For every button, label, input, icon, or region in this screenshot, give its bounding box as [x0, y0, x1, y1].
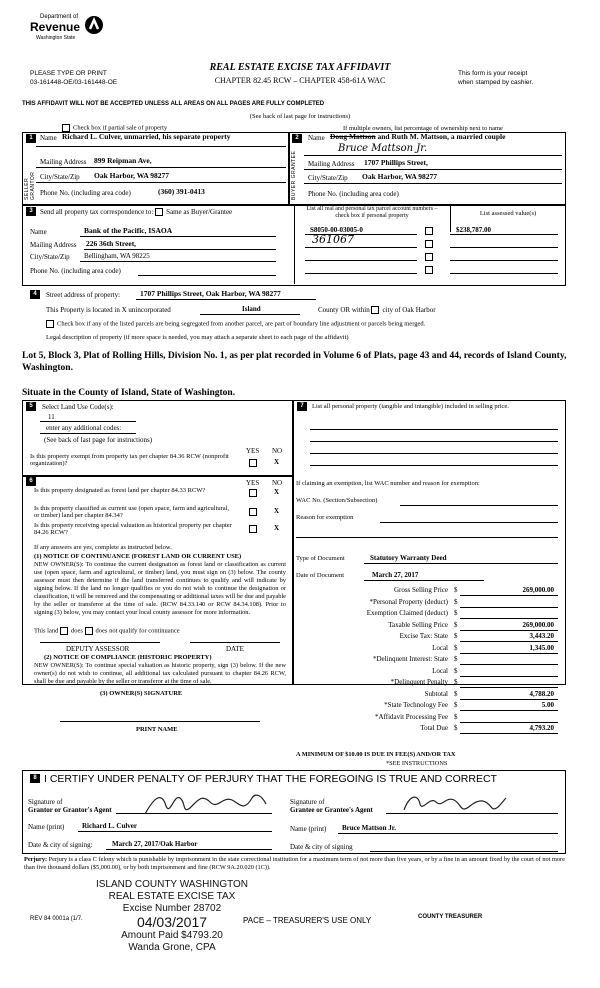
minimum-note: A MINIMUM OF $10.00 IS DUE IN FEE(S) AND/OR TAX — [296, 751, 456, 758]
reason-label: Reason for exemption — [296, 514, 354, 521]
stamp-line6: Wanda Grone, CPA — [128, 942, 216, 953]
correspondence-intro-row — [40, 208, 232, 216]
buyer-city: Oak Harbor, WA 98277 — [362, 172, 438, 181]
notice2-body: NEW OWNER(S): To continue special valuation as historic property, sign (3) below. If the new owner(s) do not wish to continue, all additional tax calculated pursuant to chapter 84.26 RCW, shall be due and payable by the seller or transferor at the time of sale. — [34, 662, 286, 685]
forest-answer: X — [274, 488, 280, 496]
stamp-line4: 04/03/2017 — [136, 914, 208, 930]
does-checkbox[interactable] — [60, 627, 68, 635]
doc-type-label: Type of Document — [296, 555, 345, 562]
land-use-label: Select Land Use Code(s): — [42, 403, 114, 411]
section-4-number: 4 — [30, 290, 40, 299]
notice1-title: (1) NOTICE OF CONTINUANCE (FOREST LAND OR CURRENT USE) — [34, 553, 242, 560]
buyer-city-label: City/State/Zip — [308, 174, 348, 182]
exempt-yes-box[interactable] — [249, 459, 257, 467]
s5-no: NO — [272, 447, 283, 455]
seller-phone-label: Phone No. (including area code) — [40, 189, 131, 197]
money-row-value: 4,793.20 — [529, 724, 554, 732]
money-row-currency: $ — [454, 597, 458, 606]
seller-name: Richard L. Culver, unmarried, his separate property — [62, 132, 231, 141]
money-row — [296, 724, 558, 736]
deputy-assessor-label: DEPUTY ASSESSOR — [66, 645, 130, 653]
money-row-label: *Delinquent Interest: State — [372, 655, 448, 663]
money-row-label: Subtotal — [424, 689, 448, 698]
section-8-number: 8 — [30, 774, 40, 783]
money-row — [296, 701, 558, 713]
stamp-line5: Amount Paid $4793.20 — [121, 930, 223, 941]
money-row-currency: $ — [454, 620, 458, 629]
dept-line2: Revenue — [30, 20, 81, 34]
money-row-currency: $ — [454, 666, 458, 675]
rev-number: REV 84 0001a (1/7. — [30, 916, 83, 922]
current-use-answer: X — [274, 507, 280, 515]
buyer-name-struck: Doug Mattson — [330, 132, 376, 141]
money-row-currency: $ — [454, 655, 458, 663]
this-land-row — [34, 627, 180, 635]
grantor-name: Richard L. Culver — [82, 822, 138, 830]
doc-date: March 27, 2017 — [372, 571, 419, 579]
corr-city-label: City/State/Zip — [30, 253, 70, 261]
seller-side-label: SELLER GRANTOR — [24, 171, 36, 200]
section-3-number: 3 — [26, 207, 36, 216]
grantor-name-label: Name (print) — [28, 823, 65, 831]
money-row — [296, 609, 558, 621]
buyer-phone-label: Phone No. (including area code) — [308, 190, 399, 198]
located-in: This Property is located in X unincorporated — [46, 306, 171, 314]
money-row — [296, 644, 558, 656]
personal-property-checkbox-2[interactable] — [425, 240, 433, 248]
buyer-mailing: 1707 Phillips Street, — [364, 158, 428, 167]
seller-phone: (360) 391-0413 — [158, 187, 205, 196]
doc-type: Statutory Warranty Deed — [370, 554, 447, 562]
situate-text: Situate in the County of Island, State of Washington. — [22, 388, 236, 398]
historic-yes-box[interactable] — [249, 525, 257, 533]
s5-see-back: (See back of last page for instructions) — [44, 436, 153, 444]
money-row-value: 3,443.20 — [529, 632, 554, 640]
section-7-number: 7 — [297, 402, 307, 411]
perjury-text: Perjury is a class C felony which is punishable by imprisonment in the state correctional institution for a maximum term of not more than five years, or by a fine in an amount fixed by the court of not more than five thousand dollars ($5,000.00), or by both imprisonment and fine (RCW 9A.20.020 (1C)). — [24, 856, 565, 871]
perjury-label: Perjury: — [24, 856, 48, 863]
corr-phone-label: Phone No. (including area code) — [30, 267, 121, 275]
grantee-date-label: Date & city of signing — [290, 843, 353, 851]
money-row-value: 1,345.00 — [529, 643, 554, 652]
corr-name-label: Name — [30, 228, 47, 236]
grantee-name-label: Name (print) — [290, 825, 327, 833]
same-as-buyer-checkbox[interactable] — [155, 208, 163, 216]
ref-number: 03-161448-OE/03-161448-OE — [30, 79, 118, 86]
money-row-currency: $ — [454, 701, 458, 709]
money-row — [296, 690, 558, 702]
wac-label: WAC No. (Section/Subsection) — [296, 497, 378, 504]
receipt-note-2: when stamped by cashier. — [458, 79, 534, 86]
money-row-label: Excise Tax: State — [399, 632, 448, 640]
legal-description: Lot 5, Block 3, Plat of Rolling Hills, Division No. 1, as per plat recorded in Volume 6 of Plats, page 43 and 44, records of Island County, Washington. — [22, 351, 567, 373]
additional-codes: enter any additional codes: — [46, 424, 122, 432]
treasurer-stamp — [82, 879, 262, 954]
money-row — [296, 621, 558, 633]
exemption-label: If claiming an exemption, list WAC number and reason for exemption: — [296, 480, 480, 487]
buyer-side-label: BUYER GRANTEE — [291, 150, 297, 200]
buyer-handwritten-name: Bruce Mattson Jr. — [338, 143, 428, 154]
grantee-signature — [400, 790, 510, 818]
corr-mailing-label: Mailing Address — [30, 241, 77, 249]
segregated-label: Check box if any of the listed parcels are being segregated from another parcel, are part of boundary line adjustment or parcels being merged. — [57, 320, 426, 328]
money-row-label: *Affidavit Processing Fee — [375, 712, 448, 721]
money-row-currency: $ — [454, 643, 458, 652]
dor-logo-icon — [84, 15, 104, 35]
seller-mailing-label: Mailing Address — [40, 158, 87, 166]
form-chapter: CHAPTER 82.45 RCW – CHAPTER 458-61A WAC — [214, 76, 386, 85]
segregated-row — [46, 320, 425, 328]
owner-signature-label: (3) OWNER(S) SIGNATURE — [100, 690, 183, 697]
grantor-sig-label2: Grantor or Grantor's Agent — [28, 806, 112, 814]
s5-yes: YES — [246, 447, 260, 455]
s6-no: NO — [272, 479, 283, 487]
street-address: 1707 Phillips Street, Oak Harbor, WA 98277 — [140, 289, 281, 298]
stamp-line2: REAL ESTATE EXCISE TAX — [108, 891, 236, 902]
money-row — [296, 678, 558, 690]
land-use-code: 11 — [48, 413, 55, 421]
assessed-header: List assessed value(s) — [479, 210, 537, 217]
money-row-currency: $ — [454, 724, 458, 732]
account-handwritten: 361067 — [312, 233, 354, 246]
historic-question: Is this property receiving special valuation as historical property per chapter 84.26 RCW? — [34, 522, 232, 537]
grantee-sig-label2: Grantee or Grantee's Agent — [290, 806, 373, 814]
does-not-label: does not qualify for continuance — [95, 627, 180, 635]
section-6-number: 6 — [26, 477, 36, 486]
money-row-currency: $ — [454, 632, 458, 640]
money-row-label: Local — [432, 666, 448, 675]
segregated-checkbox[interactable] — [46, 320, 54, 328]
money-row — [296, 586, 558, 598]
s6-yes: YES — [246, 479, 260, 487]
correspondence-intro: Send all property tax correspondence to: — [40, 208, 154, 216]
section-2-number: 2 — [292, 134, 302, 143]
please-type: PLEASE TYPE OR PRINT — [30, 70, 107, 77]
grantor-signature — [140, 788, 270, 820]
seller-city: Oak Harbor, WA 98277 — [94, 171, 170, 180]
corr-mailing: 226 36th Street, — [86, 239, 137, 248]
personal-property-checkbox-3[interactable] — [425, 253, 433, 261]
buyer-mailing-label: Mailing Address — [308, 160, 355, 168]
money-row — [296, 632, 558, 644]
grantee-sig-label1: Signature of — [290, 798, 325, 806]
grantor-date: March 27, 2017/Oak Harbor — [112, 840, 198, 848]
money-row-currency: $ — [454, 678, 458, 686]
money-row — [296, 598, 558, 610]
money-row-value: 5.00 — [541, 701, 554, 709]
dept-line3: Washington State — [36, 35, 76, 41]
accounts-header: List all real and personal tax parcel account numbers – check box if personal property — [306, 206, 438, 219]
exempt-answer: X — [274, 458, 280, 466]
partial-sale-checkbox[interactable] — [62, 124, 70, 132]
notice1-body: NEW OWNER(S): To continue the current designation as forest land or classification as current use (open space, farm and agricultural, or timber) land, you must sign on (3) below. The county assessor must then determine if the land transferred continues to qualify and will indicate by signing below. If the land no longer qualifies or you do not wish to continue the designation or classification, it will be removed and the compensating or additional taxes will be due and payable by the seller or transferor at the time of sale. (RCW 84.33.140 or RCW 84.34.108). Prior to signing (3) below, you may contact your local county assessor for more information. — [34, 561, 286, 616]
not-accepted-notice: THIS AFFIDAVIT WILL NOT BE ACCEPTED UNLESS ALL AREAS ON ALL PAGES ARE FULLY COMPLETED — [22, 101, 325, 107]
money-row-value: 269,000.00 — [522, 586, 554, 594]
section-1-number: 1 — [26, 134, 36, 143]
forest-question: Is this property designated as forest land per chapter 84.33 RCW? — [34, 487, 206, 494]
exempt-question: Is this property exempt from property tax per chapter 84.36 RCW (nonprofit organization)? — [30, 453, 229, 468]
seller-mailing: 899 Reipman Ave, — [94, 156, 152, 165]
legal-label: Legal description of property (if more space is needed, you may attach a separate sheet to each page of the affidavit) — [46, 334, 349, 341]
buyer-name-line — [330, 133, 505, 142]
personal-property-checkbox-1[interactable] — [425, 227, 433, 235]
personal-property-checkbox-4[interactable] — [425, 266, 433, 274]
money-row — [296, 655, 558, 667]
dor-logo — [30, 14, 110, 48]
current-use-yes-box[interactable] — [249, 508, 257, 516]
corr-city: Bellingham, WA 98225 — [84, 252, 150, 260]
money-row-label: Local — [432, 643, 448, 652]
money-row-value: 269,000.00 — [522, 620, 554, 629]
grantee-name: Bruce Mattson Jr. — [342, 824, 396, 832]
historic-answer: X — [274, 524, 280, 532]
money-row-label: Taxable Selling Price — [388, 620, 448, 629]
grantor-sig-label1: Signature of — [28, 798, 63, 806]
buyer-name-rest: and Ruth M. Mattson, a married couple — [377, 132, 506, 141]
perjury-note — [24, 856, 568, 872]
receipt-note-1: This form is your receipt — [458, 70, 528, 77]
dept-line1: Department of — [40, 14, 79, 20]
money-row — [296, 713, 558, 725]
assessed-value-1: $238,787.00 — [456, 226, 491, 234]
money-row-currency: $ — [454, 609, 458, 617]
doc-date-label: Date of Document — [296, 572, 345, 579]
account-number-1: S8050-00-03005-0 — [310, 226, 363, 234]
treasurer-use: PACE – TREASURER'S USE ONLY — [243, 916, 372, 925]
form-title: REAL ESTATE EXCISE TAX AFFIDAVIT — [209, 62, 391, 73]
date-label: DATE — [226, 645, 244, 653]
money-row-label: *Delinquent Penalty — [390, 678, 448, 686]
partial-sale-row — [62, 124, 167, 132]
county-treasurer: COUNTY TREASURER — [418, 914, 483, 920]
county-or — [318, 306, 436, 314]
money-row-label: *Personal Property (deduct) — [369, 597, 448, 606]
county-or-label: County OR within — [318, 306, 370, 314]
forest-yes-box[interactable] — [249, 489, 257, 497]
print-name-label: PRINT NAME — [136, 726, 178, 733]
stamp-line1: ISLAND COUNTY WASHINGTON — [95, 879, 249, 890]
money-table — [296, 586, 558, 736]
grantor-date-label: Date & city of signing: — [28, 841, 93, 849]
money-row-label: *State Technology Fee — [384, 701, 448, 709]
does-not-checkbox[interactable] — [85, 627, 93, 635]
street-label: Street address of property: — [46, 291, 121, 299]
money-row-currency: $ — [454, 712, 458, 721]
notice2-title: (2) NOTICE OF COMPLIANCE (HISTORIC PROPERTY) — [44, 654, 212, 661]
personal-property-label: List all personal property (tangible and intangible) included in selling price. — [312, 403, 509, 410]
money-row-label: Gross Selling Price — [393, 586, 448, 594]
does-label: does — [71, 627, 83, 635]
buyer-name-label: Name — [308, 134, 325, 142]
money-row-currency: $ — [454, 586, 458, 594]
section-5-number: 5 — [26, 402, 36, 411]
see-back-note: (See back of last page for instructions) — [249, 113, 351, 120]
partial-sale-label: Check box if partial sale of property — [73, 124, 168, 132]
money-row-label: Exemption Claimed (deduct) — [366, 609, 448, 617]
if-yes-note: If any answers are yes, complete as instructed below. — [34, 544, 172, 551]
current-use-question: Is this property classified as current use (open space, farm and agricultural, or timber) land per chapter 84.34? — [34, 505, 230, 520]
money-row-label: Total Due — [420, 724, 448, 732]
money-row — [296, 667, 558, 679]
see-instructions: *SEE INSTRUCTIONS — [386, 760, 448, 767]
city-checkbox[interactable] — [371, 306, 379, 314]
this-land-label: This land — [34, 627, 59, 635]
multiple-owners-note: If multiple owners, list percentage of ownership next to name — [343, 125, 503, 132]
county-name: Island — [242, 305, 261, 313]
certify-statement: I CERTIFY UNDER PENALTY OF PERJURY THAT THE FOREGOING IS TRUE AND CORRECT — [44, 773, 497, 785]
same-as-buyer-label: Same as Buyer/Grantee — [166, 208, 233, 216]
money-row-value: 4,788.20 — [529, 689, 554, 698]
city-of-label: city of Oak Harbor — [382, 306, 436, 314]
corr-name: Bank of the Pacific, ISAOA — [84, 226, 173, 235]
seller-city-label: City/State/Zip — [40, 173, 80, 181]
stamp-line3: Excise Number 28702 — [122, 903, 222, 914]
seller-name-label: Name — [40, 134, 57, 142]
money-row-currency: $ — [454, 689, 458, 698]
